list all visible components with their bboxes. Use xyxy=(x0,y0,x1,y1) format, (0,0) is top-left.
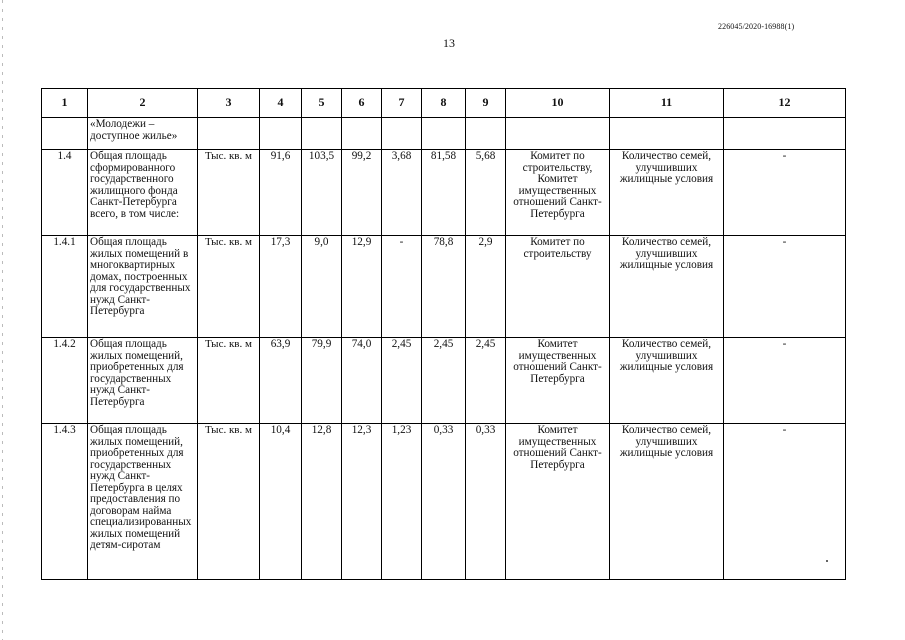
row-value: 81,58 xyxy=(422,150,466,236)
row-code: 1.4.1 xyxy=(42,236,88,338)
table-row xyxy=(42,424,846,580)
row-value xyxy=(466,118,506,150)
row-name: «Молодежи – доступное жилье» xyxy=(88,118,198,150)
row-code: 1.4.3 xyxy=(42,424,88,580)
column-header: 11 xyxy=(610,89,724,118)
row-indicator: Количество семей, улучшивших жилищные условия xyxy=(610,150,724,236)
row-value: 2,45 xyxy=(466,338,506,424)
page-left-edge-marks xyxy=(2,0,3,640)
row-value: 2,9 xyxy=(466,236,506,338)
row-indicator xyxy=(610,118,724,150)
row-value: 2,45 xyxy=(422,338,466,424)
row-unit: Тыс. кв. м xyxy=(198,424,260,580)
row-responsible: Комитет имущественных отношений Санкт-Петербурга xyxy=(506,424,610,580)
column-header: 8 xyxy=(422,89,466,118)
row-value: 17,3 xyxy=(260,236,302,338)
row-indicator: Количество семей, улучшивших жилищные условия xyxy=(610,338,724,424)
column-header: 7 xyxy=(382,89,422,118)
column-header: 2 xyxy=(88,89,198,118)
row-note xyxy=(724,118,846,150)
row-responsible: Комитет по строительству xyxy=(506,236,610,338)
row-value: 103,5 xyxy=(302,150,342,236)
column-header: 1 xyxy=(42,89,88,118)
row-value: 63,9 xyxy=(260,338,302,424)
row-value xyxy=(260,118,302,150)
table-row xyxy=(42,118,846,150)
page-number: 13 xyxy=(443,36,455,50)
row-value: 12,9 xyxy=(342,236,382,338)
row-value: 3,68 xyxy=(382,150,422,236)
table-row xyxy=(42,150,846,236)
row-code: 1.4 xyxy=(42,150,88,236)
row-name: Общая площадь жилых помещений, приобретенных для государственных нужд Санкт-Петербурга xyxy=(88,338,198,424)
table-row xyxy=(42,338,846,424)
row-responsible: Комитет имущественных отношений Санкт-Петербурга xyxy=(506,338,610,424)
document-id: 226045/2020-16988(1) xyxy=(718,22,795,31)
row-indicator: Количество семей, улучшивших жилищные условия xyxy=(610,236,724,338)
column-header: 3 xyxy=(198,89,260,118)
row-value: 1,23 xyxy=(382,424,422,580)
column-header: 12 xyxy=(724,89,846,118)
column-header: 5 xyxy=(302,89,342,118)
row-value: 10,4 xyxy=(260,424,302,580)
scan-speck xyxy=(826,560,828,562)
row-value: 79,9 xyxy=(302,338,342,424)
column-header: 10 xyxy=(506,89,610,118)
row-name: Общая площадь жилых помещений в многоквартирных домах, построенных для государственных нужд Санкт-Петербурга xyxy=(88,236,198,338)
row-value: 9,0 xyxy=(302,236,342,338)
program-indicators-table xyxy=(41,88,846,580)
row-value: 91,6 xyxy=(260,150,302,236)
row-value xyxy=(342,118,382,150)
row-value: 2,45 xyxy=(382,338,422,424)
column-header: 6 xyxy=(342,89,382,118)
row-value: 12,8 xyxy=(302,424,342,580)
row-unit: Тыс. кв. м xyxy=(198,236,260,338)
row-responsible: Комитет по строительству, Комитет имущественных отношений Санкт-Петербурга xyxy=(506,150,610,236)
table-header-row xyxy=(42,89,846,118)
row-value: 99,2 xyxy=(342,150,382,236)
row-value: 0,33 xyxy=(422,424,466,580)
row-note: - xyxy=(724,424,846,580)
row-value: 12,3 xyxy=(342,424,382,580)
row-value: - xyxy=(382,236,422,338)
row-name: Общая площадь жилых помещений, приобретенных для государственных нужд Санкт-Петербурга в целях предоставления по договорам найма специализированных жилых помещений детям-сиротам xyxy=(88,424,198,580)
row-code xyxy=(42,118,88,150)
row-indicator: Количество семей, улучшивших жилищные условия xyxy=(610,424,724,580)
table-row xyxy=(42,236,846,338)
row-unit: Тыс. кв. м xyxy=(198,338,260,424)
row-note: - xyxy=(724,338,846,424)
row-value xyxy=(302,118,342,150)
row-value xyxy=(382,118,422,150)
row-note: - xyxy=(724,150,846,236)
column-header: 4 xyxy=(260,89,302,118)
row-responsible xyxy=(506,118,610,150)
row-unit xyxy=(198,118,260,150)
row-unit: Тыс. кв. м xyxy=(198,150,260,236)
row-note: - xyxy=(724,236,846,338)
row-value xyxy=(422,118,466,150)
row-value: 5,68 xyxy=(466,150,506,236)
row-code: 1.4.2 xyxy=(42,338,88,424)
row-value: 78,8 xyxy=(422,236,466,338)
row-value: 0,33 xyxy=(466,424,506,580)
column-header: 9 xyxy=(466,89,506,118)
row-value: 74,0 xyxy=(342,338,382,424)
row-name: Общая площадь сформированного государственного жилищного фонда Санкт-Петербурга всего, в том числе: xyxy=(88,150,198,236)
